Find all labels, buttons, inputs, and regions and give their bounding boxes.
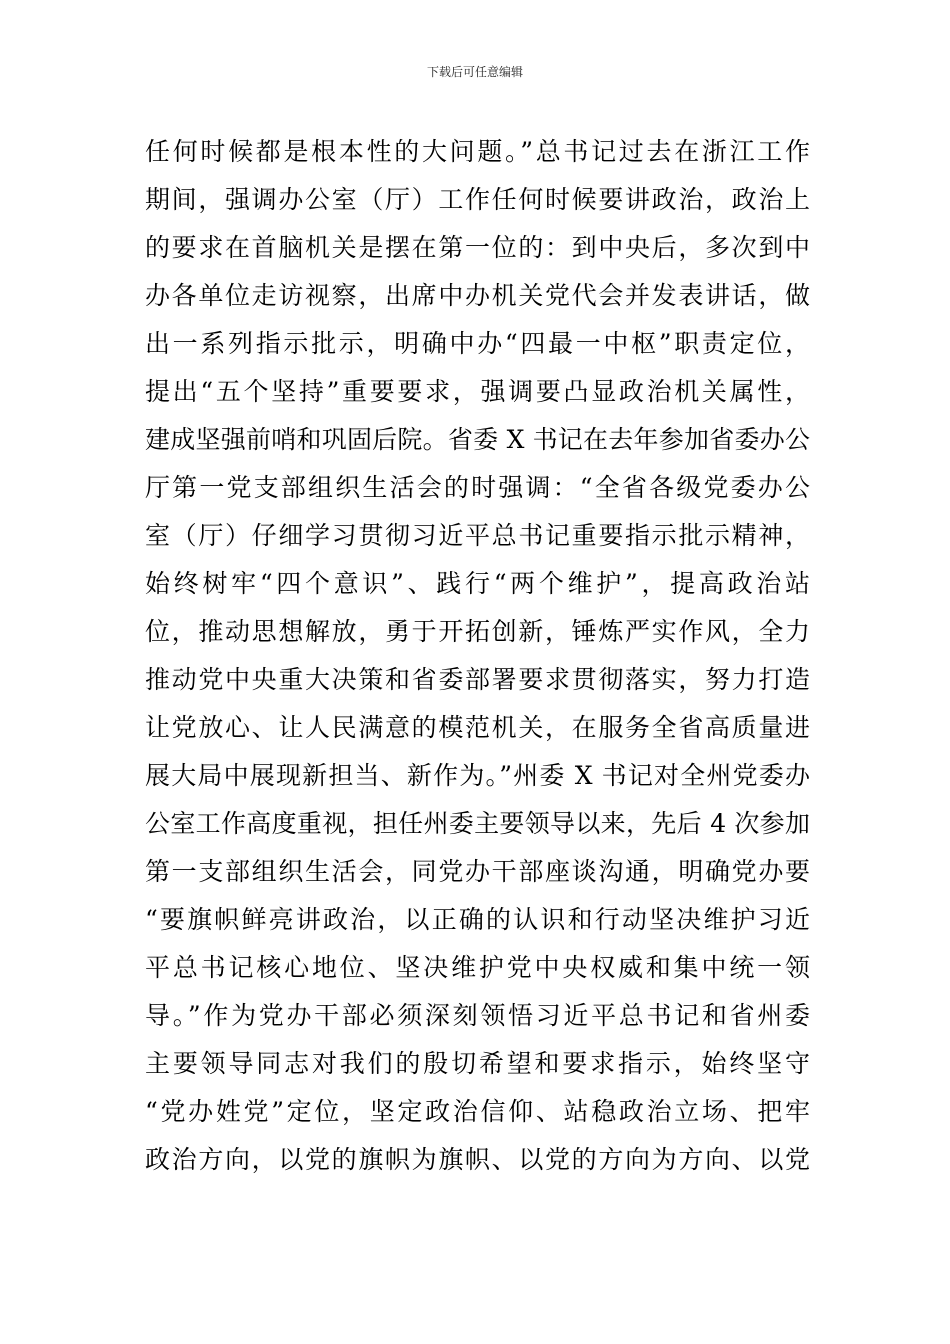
text-line: 主要领导同志对我们的殷切希望和要求指示，始终坚守 (145, 1049, 810, 1078)
text-line: 让党放心、让人民满意的模范机关，在服务全省高质量进 (145, 713, 810, 742)
text-line: 任何时候都是根本性的大问题。”总书记过去在浙江工作 (145, 137, 810, 166)
text-line: 政治方向，以党的旗帜为旗帜、以党的方向为方向、以党 (145, 1145, 810, 1174)
text-line: 期间，强调办公室（厅）工作任何时候要讲政治，政治上 (145, 185, 810, 214)
text-line: 推动党中央重大决策和省委部署要求贯彻落实，努力打造 (145, 665, 810, 694)
text-line: 出一系列指示批示，明确中办“四最一中枢”职责定位， (145, 329, 810, 358)
text-line: 厅第一党支部组织生活会的时强调：“全省各级党委办公 (145, 473, 810, 502)
text-line: 展大局中展现新担当、新作为。”州委 X 书记对全州党委办 (145, 761, 810, 790)
text-line: 公室工作高度重视，担任州委主要领导以来，先后 4 次参加 (145, 809, 810, 838)
text-line: 的要求在首脑机关是摆在第一位的：到中央后，多次到中 (145, 233, 810, 262)
text-line: 建成坚强前哨和巩固后院。省委 X 书记在去年参加省委办公 (145, 425, 810, 454)
page-header: 下载后可任意编辑 (426, 65, 523, 79)
text-line: “要旗帜鲜亮讲政治，以正确的认识和行动坚决维护习近 (145, 905, 810, 934)
text-line: “党办姓党”定位，坚定政治信仰、站稳政治立场、把牢 (145, 1097, 810, 1126)
body-text (145, 128, 810, 1184)
text-line: 办各单位走访视察，出席中办机关党代会并发表讲话，做 (145, 281, 810, 310)
text-line: 位，推动思想解放，勇于开拓创新，锤炼严实作风，全力 (145, 617, 810, 646)
text-line: 室（厅）仔细学习贯彻习近平总书记重要指示批示精神， (145, 521, 810, 550)
text-line: 提出“五个坚持”重要要求，强调要凸显政治机关属性， (145, 377, 810, 406)
text-line: 平总书记核心地位、坚决维护党中央权威和集中统一领 (145, 953, 810, 982)
text-line: 始终树牢“四个意识”、践行“两个维护”，提高政治站 (145, 569, 810, 598)
text-line: 导。”作为党办干部必须深刻领悟习近平总书记和省州委 (145, 1001, 810, 1030)
text-line: 第一支部组织生活会，同党办干部座谈沟通，明确党办要 (145, 857, 810, 886)
